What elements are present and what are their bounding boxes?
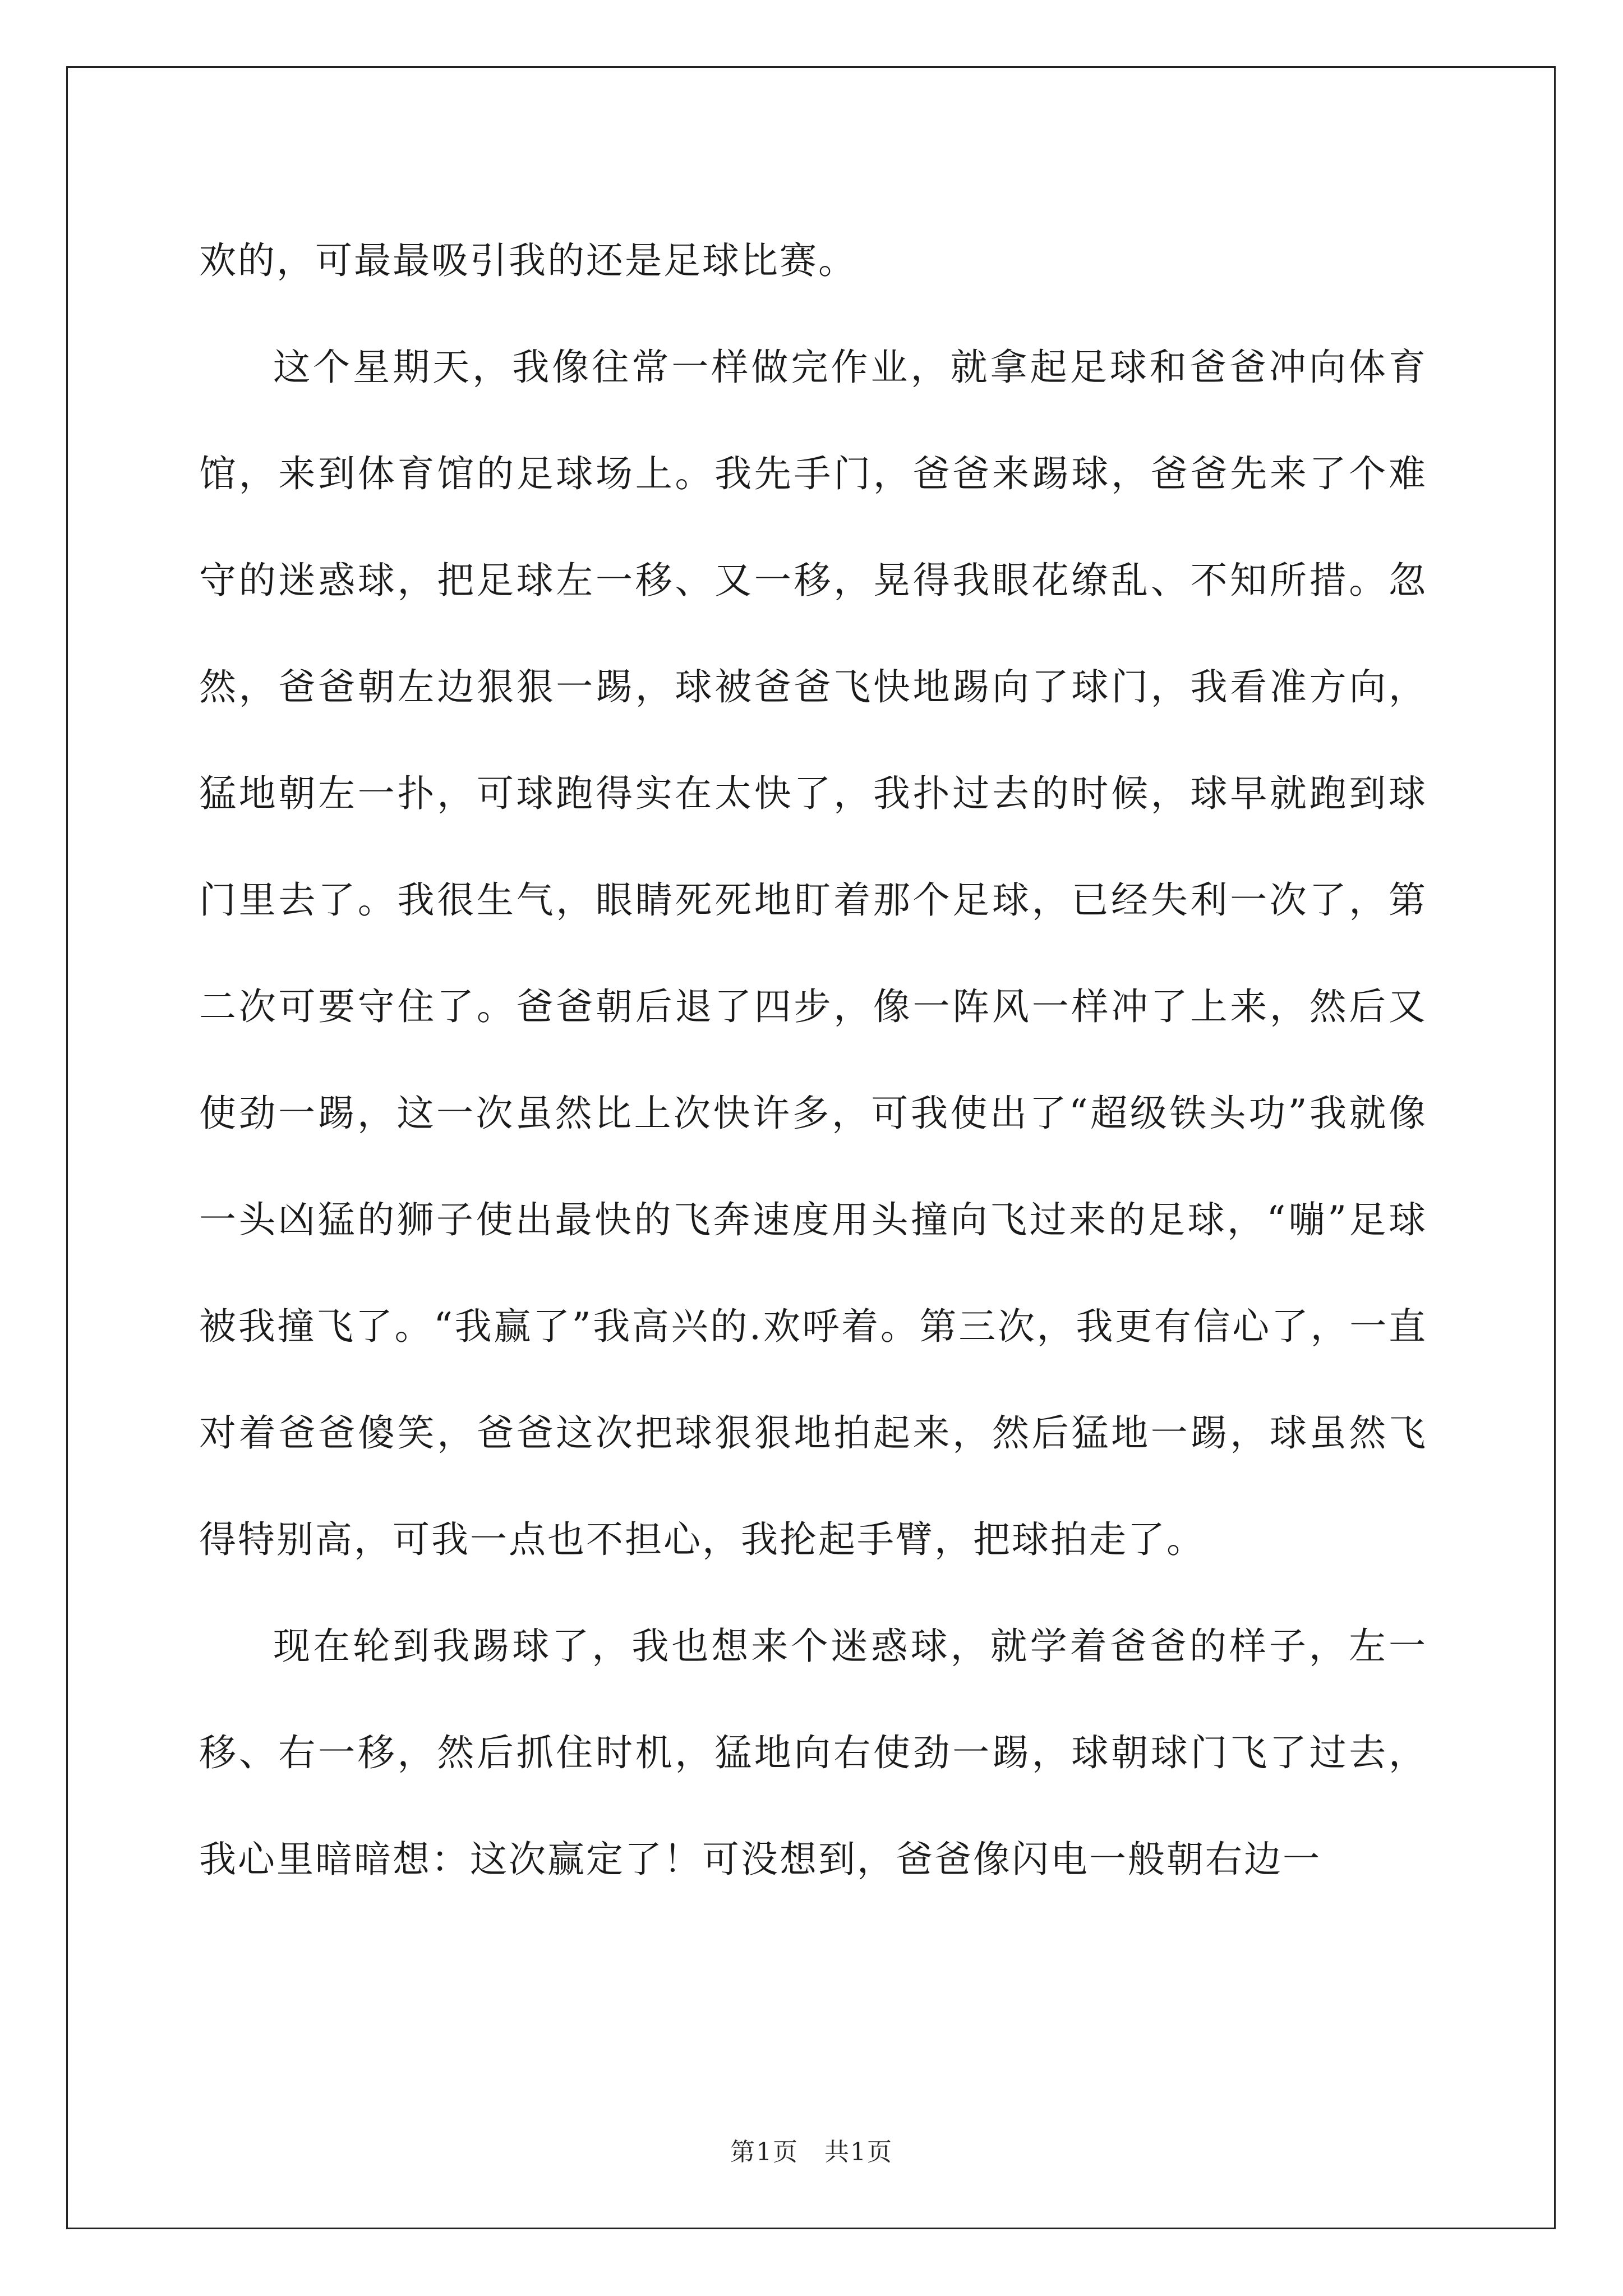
document-body [199, 208, 1427, 1913]
paragraph-2: 这个星期天，我像往常一样做完作业，就拿起足球和爸爸冲向体育馆，来到体育馆的足球场上。我先手门，爸爸来踢球，爸爸先来了个难守的迷惑球，把足球左一移、又一移，晃得我眼花缭乱、不知所措。忽然，爸爸朝左边狠狠一踢，球被爸爸飞快地踢向了球门，我看准方向，猛地朝左一扑，可球跑得实在太快了，我扑过去的时候，球早就跑到球门里去了。我很生气，眼睛死死地盯着那个足球，已经失利一次了，第二次可要守住了。爸爸朝后退了四步，像一阵风一样冲了上来，然后又使劲一踢，这一次虽然比上次快许多，可我使出了“超级铁头功”我就像一头凶猛的狮子使出最快的飞奔速度用头撞向飞过来的足球，“嘣”足球被我撞飞了。“我赢了”我高兴的.欢呼着。第三次，我更有信心了，一直对着爸爸傻笑，爸爸这次把球狠狠地拍起来，然后猛地一踢，球虽然飞得特别高，可我一点也不担心，我抡起手臂，把球拍走了。 [199, 346, 1427, 1561]
paragraph-3: 现在轮到我踢球了，我也想来个迷惑球，就学着爸爸的样子，左一移、右一移，然后抓住时机，猛地向右使劲一踢，球朝球门飞了过去，我心里暗暗想：这次赢定了！可没想到，爸爸像闪电一般朝右边一 [199, 1625, 1427, 1881]
paragraph-1: 欢的，可最最吸引我的还是足球比赛。 [199, 239, 857, 282]
page-footer: 第1页 共1页 [730, 2138, 893, 2166]
